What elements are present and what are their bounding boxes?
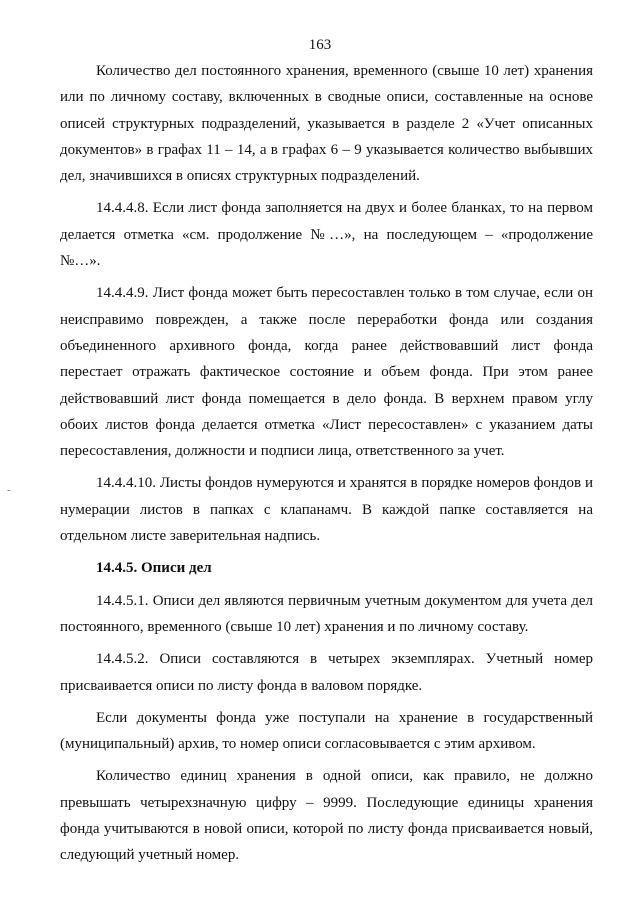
margin-mark: - bbox=[7, 484, 11, 496]
paragraph-summary-descriptions: Количество дел постоянного хранения, временного (свыше 10 лет) хранения или по личному составу, включенных в сводные описи, составленные на основе описей структурных подразделений, указывается в разделе 2 «Учет описанных документов» в графах 11 – 14, а в графах 6 – 9 указывается количество выбывших дел, значившихся в описях структурных подразделений. bbox=[60, 63, 593, 185]
page-body bbox=[60, 58, 593, 875]
section-heading-14-4-5: 14.4.5. Описи дел bbox=[96, 560, 212, 577]
page-number: 163 bbox=[308, 37, 332, 53]
paragraph-14-4-4-10: 14.4.4.10. Листы фондов нумеруются и хранятся в порядке номеров фондов и нумерации листов в папках с клапанамч. В каждой папке составляется на отдельном листе заверительная надпись. bbox=[60, 475, 593, 545]
paragraph-14-4-4-8: 14.4.4.8. Если лист фонда заполняется на двух и более бланках, то на первом делается отметка «см. продолжение №…», на последующем – «продолжение №…». bbox=[60, 200, 593, 270]
paragraph-14-4-4-9: 14.4.4.9. Лист фонда может быть пересоставлен только в том случае, если он неисправимо поврежден, а также после переработки фонда или создания объединенного архивного фонда, когда ранее действовавший лист фонда перестает отражать фактическое состояние и объем фонда. При этом ранее действовавший лист фонда помещается в дело фонда. В верхнем правом углу обоих листов фонда делается отметка «Лист пересоставлен» с указанием даты пересоставления, должности и подписи лица, ответственного за учет. bbox=[60, 285, 593, 460]
paragraph-14-4-5-2: 14.4.5.2. Описи составляются в четырех экземплярах. Учетный номер присваивается описи по листу фонда в валовом порядке. bbox=[60, 651, 593, 694]
paragraph-storage-units-limit: Количество единиц хранения в одной описи, как правило, не должно превышать четырехзначную цифру – 9999. Последующие единицы хранения фонда учитываются в новой описи, которой по листу фонда присваивается новый, следующий учетный номер. bbox=[60, 768, 593, 864]
paragraph-inventory-number-agreement: Если документы фонда уже поступали на хранение в государственный (муниципальный) архив, то номер описи согласовывается с этим архивом. bbox=[60, 709, 593, 753]
paragraph-14-4-5-1: 14.4.5.1. Описи дел являются первичным учетным документом для учета дел постоянного, временного (свыше 10 лет) хранения и по личному составу. bbox=[60, 592, 593, 635]
